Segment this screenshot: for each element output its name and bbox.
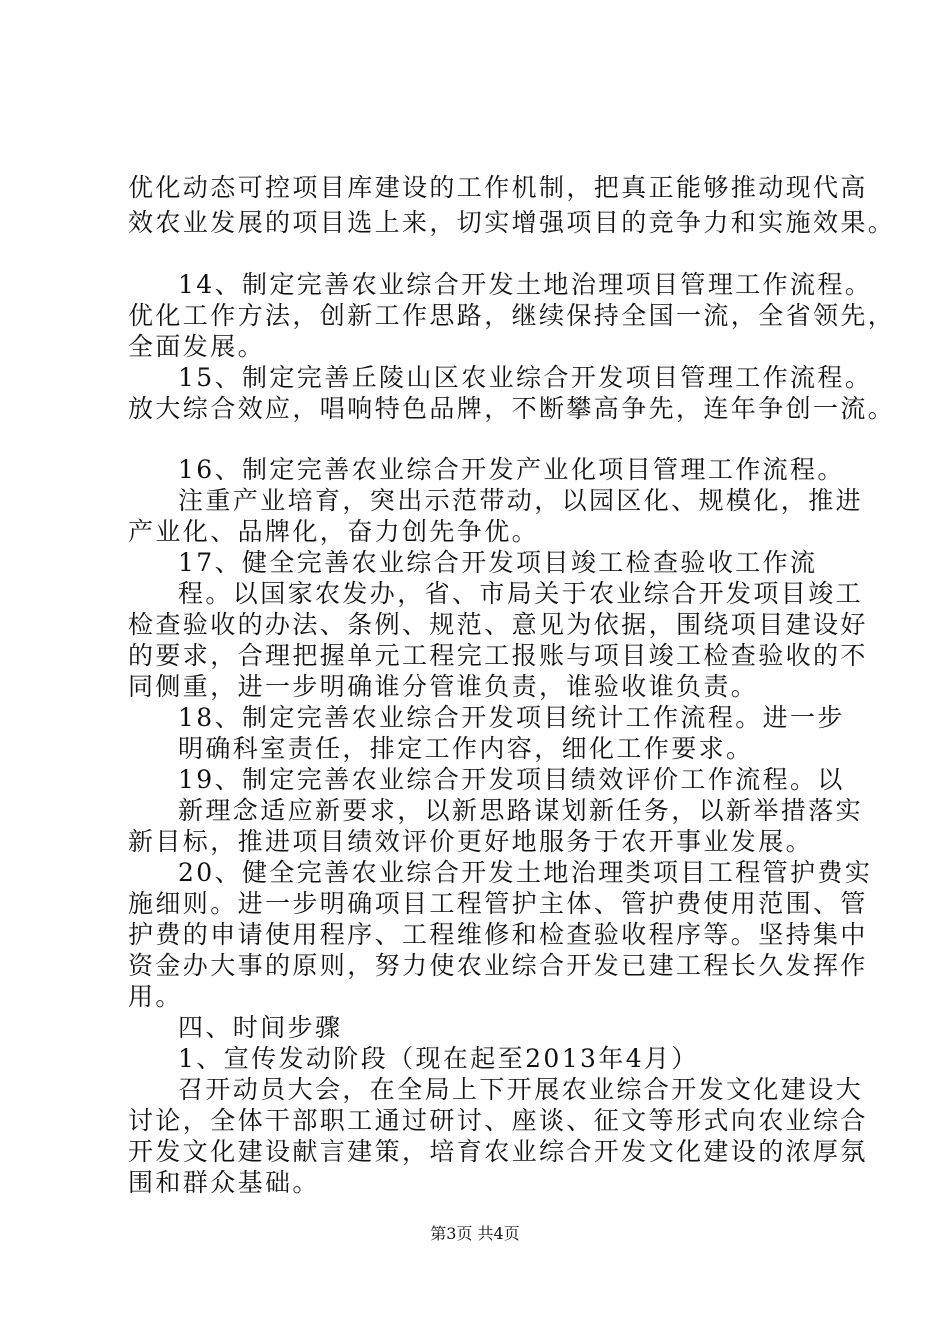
paragraph-line: 14、制定完善农业综合开发土地治理项目管理工作流程。	[178, 270, 873, 299]
paragraph-line: 20、健全完善农业综合开发土地治理类项目工程管护费实	[178, 858, 873, 887]
paragraph-line: 讨论，全体干部职工通过研讨、座谈、征文等形式向农业综合	[128, 1106, 868, 1135]
paragraph-line: 16、制定完善农业综合开发产业化项目管理工作流程。	[178, 455, 845, 484]
paragraph-line: 17、健全完善农业综合开发项目竣工检查验收工作流	[178, 548, 818, 577]
paragraph-line: 19、制定完善农业综合开发项目绩效评价工作流程。以	[178, 765, 845, 794]
section-heading: 四、时间步骤	[178, 1013, 343, 1042]
paragraph-line: 同侧重，进一步明确谁分管谁负责，谁验收谁负责。	[128, 672, 759, 701]
paragraph-line: 施细则。进一步明确项目工程管护主体、管护费使用范围、管	[128, 889, 868, 918]
paragraph-line: 明确科室责任，排定工作内容，细化工作要求。	[178, 734, 754, 763]
paragraph-line: 15、制定完善丘陵山区农业综合开发项目管理工作流程。	[178, 363, 873, 392]
paragraph-line: 检查验收的办法、条例、规范、意见为依据，围绕项目建设好	[128, 610, 868, 639]
paragraph-line: 18、制定完善农业综合开发项目统计工作流程。进一步	[178, 703, 845, 732]
paragraph-line: 放大综合效应，唱响特色品牌，不断攀高争先，连年争创一流。	[128, 394, 896, 423]
subsection-heading: 1、宣传发动阶段（现在起至2013年4月）	[178, 1044, 699, 1073]
paragraph-line: 效农业发展的项目选上来，切实增强项目的竞争力和实施效果。	[128, 208, 896, 237]
paragraph-line: 开发文化建设献言建策，培育农业综合开发文化建设的浓厚氛	[128, 1137, 868, 1166]
paragraph-line: 的要求，合理把握单元工程完工报账与项目竣工检查验收的不	[128, 641, 868, 670]
paragraph-line: 产业化、品牌化，奋力创先争优。	[128, 517, 540, 546]
paragraph-line: 护费的申请使用程序、工程维修和检查验收程序等。坚持集中	[128, 920, 868, 949]
paragraph-line: 资金办大事的原则，努力使农业综合开发已建工程长久发挥作	[128, 951, 868, 980]
paragraph-line: 注重产业培育，突出示范带动，以园区化、规模化，推进	[178, 486, 864, 515]
paragraph-line: 新目标，推进项目绩效评价更好地服务于农开事业发展。	[128, 827, 814, 856]
paragraph-line: 全面发展。	[128, 332, 266, 361]
paragraph-line: 优化动态可控项目库建设的工作机制，把真正能够推动现代高	[128, 173, 868, 202]
paragraph-line: 程。以国家农发办，省、市局关于农业综合开发项目竣工	[178, 579, 864, 608]
paragraph-line: 召开动员大会，在全局上下开展农业综合开发文化建设大	[178, 1075, 864, 1104]
paragraph-line: 新理念适应新要求，以新思路谋划新任务，以新举措落实	[178, 796, 864, 825]
paragraph-line: 用。	[128, 982, 183, 1011]
paragraph-line: 优化工作方法，创新工作思路，继续保持全国一流，全省领先，	[128, 301, 896, 330]
paragraph-line: 围和群众基础。	[128, 1168, 320, 1197]
page-number-footer: 第3页 共4页	[430, 1224, 520, 1243]
